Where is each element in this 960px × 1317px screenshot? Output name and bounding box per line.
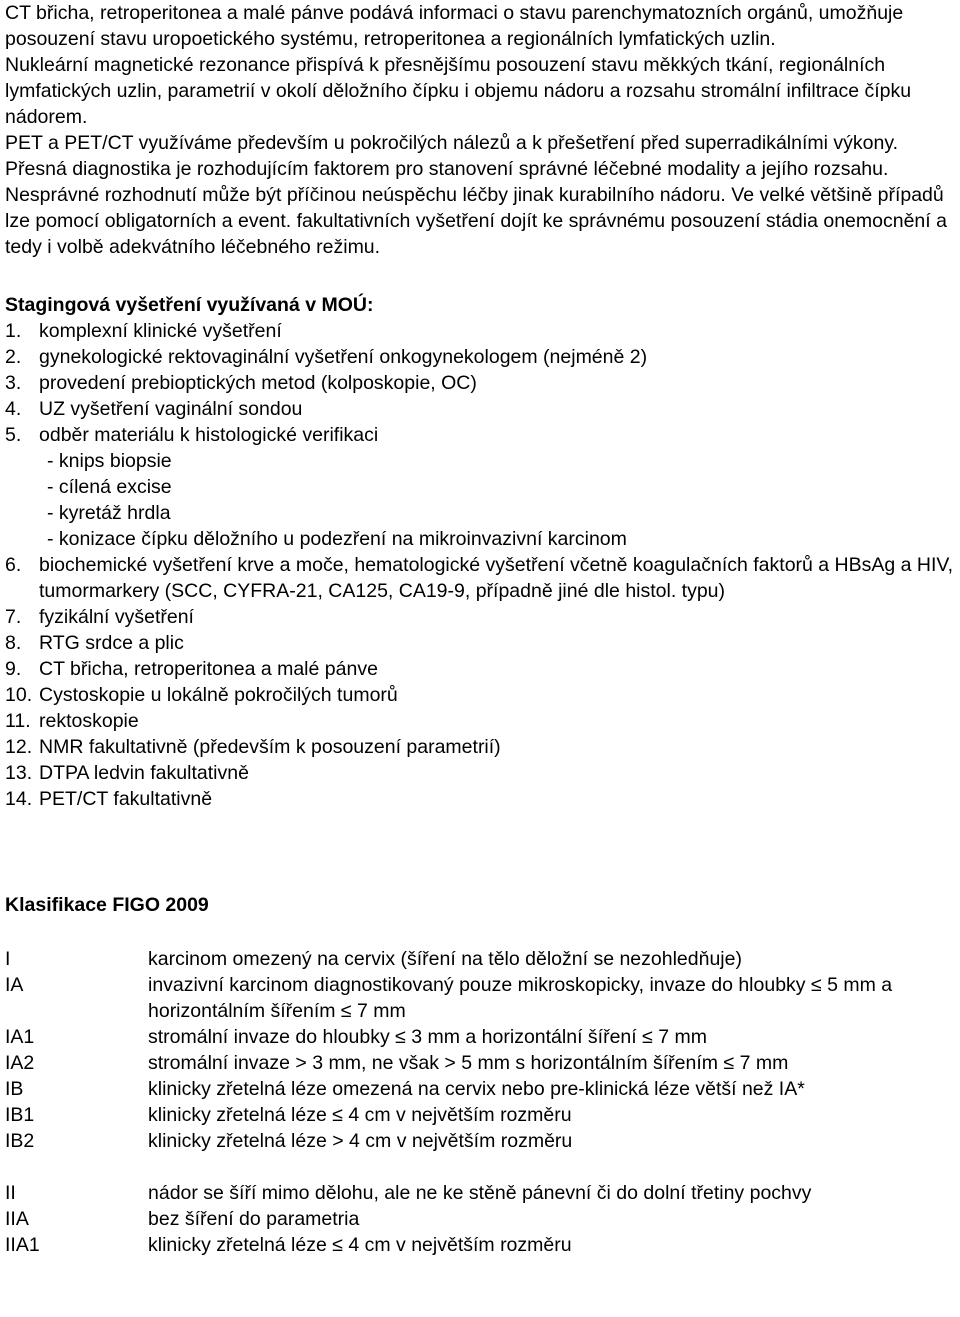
figo-row: IA invazivní karcinom diagnostikovaný pouze mikroskopicky, invaze do hloubky ≤ 5 mm a horizontálním šířením ≤ 7 mm [5,974,893,1022]
list-item: 11. rektoskopie [5,710,139,732]
spacer [5,260,955,286]
figo-row: IIA1 klinicky zřetelná léze ≤ 4 cm v největším rozměru [5,1234,572,1256]
list-item: 6. biochemické vyšetření krve a moče, hematologické vyšetření včetně koagulačních faktorů a HBsAg a HIV, tumormarkery (SCC, CYFRA-21, CA125, CA19-9, případně jiné dle histol. typu) [5,554,954,602]
figo-row: IB2 klinicky zřetelná léze > 4 cm v největším rozměru [5,1130,573,1152]
list-item: 13. DTPA ledvin fakultativně [5,762,249,784]
spacer [5,918,955,946]
document-page [5,0,955,1258]
list-item: 2. gynekologické rektovaginální vyšetření onkogynekologem (nejméně 2) [5,346,648,368]
paragraph-nmr: Nukleární magnetické rezonance přispívá k přesnějšímu posouzení stavu měkkých tkání, regionálních lymfatických uzlin, parametrií v okolí děložního čípku i objemu nádoru a rozsahu stromální infiltrace čípku nádorem. [5,54,912,128]
list-item: 3. provedení prebioptických metod (kolposkopie, OC) [5,372,477,394]
list-item: 7. fyzikální vyšetření [5,606,194,628]
figo-row: IB klinicky zřetelná léze omezená na cervix nebo pre-klinická léze větší než IA* [5,1078,805,1100]
list-subitem: - konizace čípku děložního u podezření na mikroinvazivní karcinom [47,528,627,550]
intro-text [5,0,955,260]
list-subitem: - knips biopsie [47,450,172,472]
staging-heading: Stagingová vyšetření využívaná v MOÚ: [5,294,374,316]
figo-row: IB1 klinicky zřetelná léze ≤ 4 cm v největším rozměru [5,1104,572,1126]
list-item: 14. PET/CT fakultativně [5,788,213,810]
list-item: 4. UZ vyšetření vaginální sondou [5,398,303,420]
list-item: 9. CT břicha, retroperitonea a malé pánve [5,658,378,680]
paragraph-ct: CT břicha, retroperitonea a malé pánve podává informaci o stavu parenchymatozních orgánů, umožňuje posouzení stavu uropoetického systému, retroperitonea a regionálních lymfatických uzlin. [5,2,904,50]
list-item: 8. RTG srdce a plic [5,632,184,654]
figo-row: IIA bez šíření do parametria [5,1208,360,1230]
paragraph-pet: PET a PET/CT využíváme především u pokročilých nálezů a k přešetření před superradikálními výkony. [5,132,899,154]
list-subitem: - kyretáž hrdla [47,502,171,524]
figo-heading: Klasifikace FIGO 2009 [5,894,209,916]
paragraph-diagnostics: Přesná diagnostika je rozhodujícím faktorem pro stanovení správné léčebné modality a jejího rozsahu. Nesprávné rozhodnutí může být příčinou neúspěchu léčby jinak kurabilního nádoru. Ve velké většině případů lze pomocí obligatorních a event. fakultativních vyšetření dojít ke správnému posouzení stádia onemocnění a tedy i volbě adekvátního léčebného režimu. [5,158,947,258]
list-subitem: - cílená excise [47,476,172,498]
list-item: 12. NMR fakultativně (především k posouzení parametrií) [5,736,501,758]
list-item: 5. odběr materiálu k histologické verifikaci [5,424,379,446]
list-item: 10. Cystoskopie u lokálně pokročilých tumorů [5,684,398,706]
figo-row: I karcinom omezený na cervix (šíření na tělo děložní se nezohledňuje) [5,948,742,970]
list-item: 1. komplexní klinické vyšetření [5,320,282,342]
figo-row: IA1 stromální invaze do hloubky ≤ 3 mm a horizontální šíření ≤ 7 mm [5,1026,707,1048]
figo-table [5,946,955,1258]
spacer [5,812,955,892]
figo-row: II nádor se šíří mimo dělohu, ale ne ke stěně pánevní či do dolní třetiny pochvy [5,1182,812,1204]
figo-row: IA2 stromální invaze > 3 mm, ne však > 5 mm s horizontálním šířením ≤ 7 mm [5,1052,789,1074]
staging-list [5,318,955,812]
spacer [5,1154,955,1180]
